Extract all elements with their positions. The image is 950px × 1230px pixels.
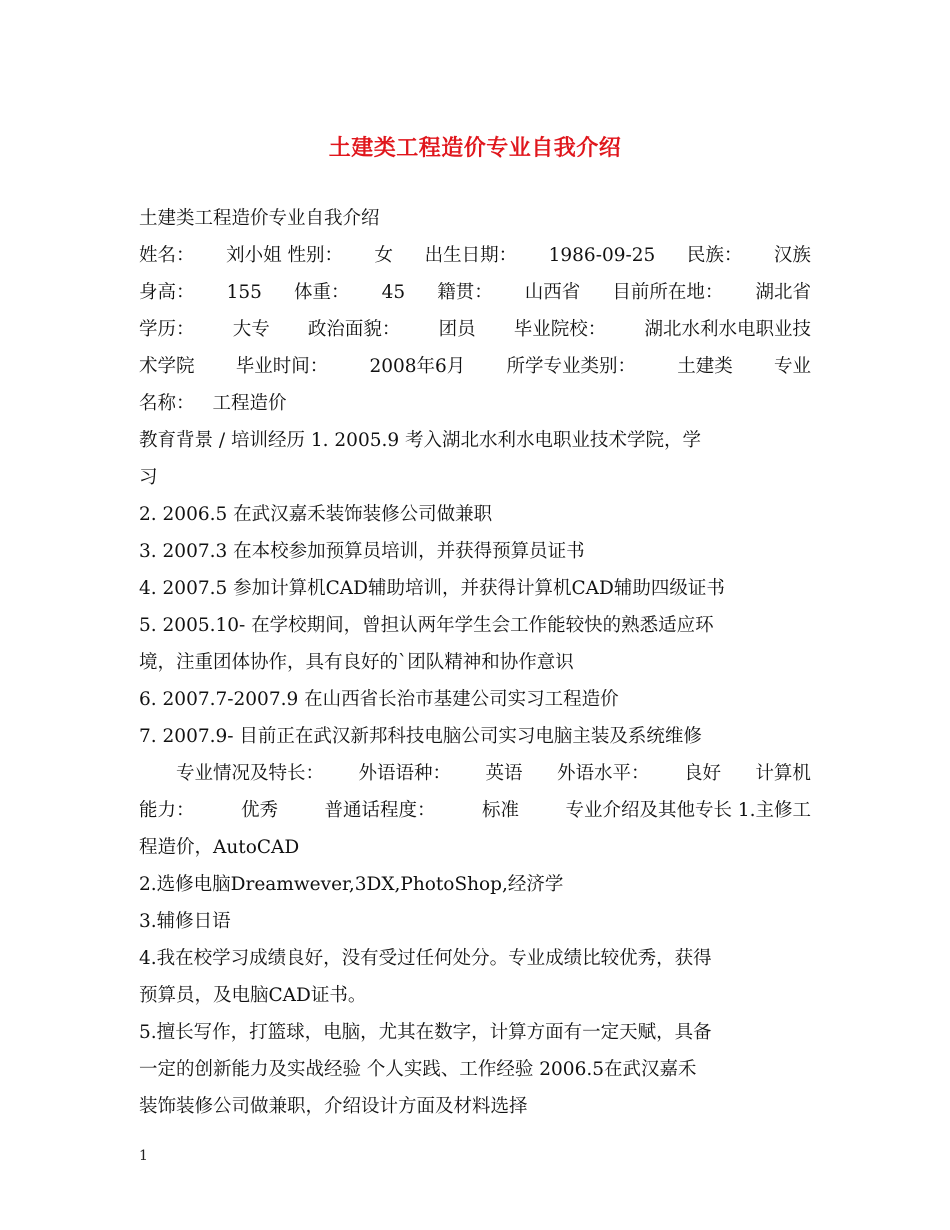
line-text: 4.我在校学习成绩良好，没有受过任何处分。专业成绩比较优秀，获得 bbox=[139, 948, 712, 969]
line-cell: 土建类 bbox=[677, 356, 733, 377]
line-cell: 标准 bbox=[481, 800, 519, 821]
body-line bbox=[139, 422, 811, 459]
body-line bbox=[139, 1088, 811, 1125]
line-cell: 外语水平： bbox=[556, 763, 650, 784]
line-text: 教育背景 / 培训经历 1. 2005.9 考入湖北水利水电职业技术学院，学 bbox=[139, 430, 702, 451]
line-cell: 专业 bbox=[773, 356, 811, 377]
body-line bbox=[139, 977, 811, 1014]
line-cell: 政治面貌： bbox=[307, 319, 401, 340]
line-cell: 山西省 bbox=[524, 282, 581, 303]
personal-info-line bbox=[139, 348, 811, 385]
body-line bbox=[139, 533, 811, 570]
line-cell: 籍贯： bbox=[437, 282, 493, 303]
line-text: 7. 2007.9- 目前正在武汉新邦科技电脑公司实习电脑主装及系统维修 bbox=[139, 726, 702, 747]
line-cell: 所学专业类别： bbox=[506, 356, 637, 377]
body-line bbox=[139, 570, 811, 607]
line-text: 土建类工程造价专业自我介绍 bbox=[139, 208, 380, 229]
line-cell: 民族： bbox=[686, 245, 743, 266]
personal-info-line bbox=[139, 311, 811, 348]
line-cell: 姓名： bbox=[139, 245, 195, 266]
line-cell: 汉族 bbox=[773, 245, 811, 266]
body-line bbox=[139, 681, 811, 718]
line-cell: 计算机 bbox=[755, 763, 811, 784]
line-text: 习 bbox=[139, 467, 158, 488]
line-cell: 45 bbox=[381, 282, 406, 303]
line-cell: 外语语种： bbox=[358, 763, 451, 784]
line-cell: 大专 bbox=[232, 319, 270, 340]
line-cell: 155 bbox=[226, 282, 262, 303]
body-line bbox=[139, 607, 811, 644]
line-cell: 专业介绍及其他专长 1.主修工 bbox=[565, 800, 811, 821]
line-text: 5. 2005.10- 在学校期间，曾担认两年学生会工作能较快的熟悉适应环 bbox=[139, 615, 714, 636]
line-text: 5.擅长写作，打篮球，电脑，尤其在数字，计算方面有一定天赋，具备 bbox=[139, 1022, 712, 1043]
line-cell: 普通话程度： bbox=[324, 800, 436, 821]
line-cell: 体重： bbox=[293, 282, 350, 303]
body-line bbox=[139, 940, 811, 977]
line-cell: 2008年6月 bbox=[369, 356, 466, 377]
line-cell: 毕业院校： bbox=[513, 319, 607, 340]
line-cell: 湖北省 bbox=[755, 282, 811, 303]
personal-info-line bbox=[139, 237, 811, 274]
line-cell: 目前所在地： bbox=[612, 282, 724, 303]
body-line bbox=[139, 866, 811, 903]
body-line bbox=[139, 200, 811, 237]
body-line bbox=[139, 1051, 811, 1088]
line-text: 3.辅修日语 bbox=[139, 911, 231, 932]
body-line bbox=[139, 496, 811, 533]
skills-line bbox=[139, 792, 811, 829]
line-cell: 团员 bbox=[438, 319, 476, 340]
personal-info-line bbox=[139, 385, 811, 422]
body-line bbox=[139, 644, 811, 681]
line-cell: 专业情况及特长： bbox=[176, 763, 325, 784]
line-text: 程造价，AutoCAD bbox=[139, 837, 300, 858]
skills-line bbox=[139, 755, 811, 792]
line-text: 4. 2007.5 参加计算机CAD辅助培训，并获得计算机CAD辅助四级证书 bbox=[139, 578, 725, 599]
line-cell: 术学院 bbox=[139, 356, 195, 377]
document-title: 土建类工程造价专业自我介绍 bbox=[328, 135, 622, 161]
line-text: 2. 2006.5 在武汉嘉禾装饰装修公司做兼职 bbox=[139, 504, 493, 525]
line-cell: 良好 bbox=[683, 763, 721, 784]
line-text: 一定的创新能力及实战经验 个人实践、工作经验 2006.5在武汉嘉禾 bbox=[139, 1059, 697, 1080]
body-line bbox=[139, 1014, 811, 1051]
line-text: 2.选修电脑Dreamwever,3DX,PhotoShop,经济学 bbox=[139, 874, 564, 895]
line-cell: 工程造价 bbox=[212, 393, 287, 414]
body-line bbox=[139, 829, 811, 866]
line-cell: 名称： bbox=[139, 393, 195, 414]
line-text: 预算员，及电脑CAD证书。 bbox=[139, 985, 367, 1006]
body-line bbox=[139, 459, 811, 496]
line-cell: 湖北水利水电职业技 bbox=[644, 319, 811, 340]
line-cell: 优秀 bbox=[240, 800, 278, 821]
line-cell: 女 bbox=[374, 245, 394, 266]
document-body bbox=[139, 200, 811, 1125]
line-cell: 英语 bbox=[485, 763, 523, 784]
line-cell: 学历： bbox=[139, 319, 195, 340]
line-text: 6. 2007.7-2007.9 在山西省长治市基建公司实习工程造价 bbox=[139, 689, 619, 710]
line-cell: 能力： bbox=[139, 800, 195, 821]
line-cell: 刘小姐 性别： bbox=[226, 245, 343, 266]
line-text: 装饰装修公司做兼职，介绍设计方面及材料选择 bbox=[139, 1096, 528, 1117]
line-cell: 1986-09-25 bbox=[548, 245, 656, 266]
line-text: 3. 2007.3 在本校参加预算员培训，并获得预算员证书 bbox=[139, 541, 585, 562]
line-text: 境，注重团体协作，具有良好的`团队精神和协作意识 bbox=[139, 652, 574, 673]
line-cell: 身高： bbox=[139, 282, 195, 303]
page-number: 1 bbox=[139, 1148, 148, 1164]
line-cell: 出生日期： bbox=[424, 245, 518, 266]
line-cell: 毕业时间： bbox=[235, 356, 329, 377]
personal-info-line bbox=[139, 274, 811, 311]
body-line bbox=[139, 903, 811, 940]
body-line bbox=[139, 718, 811, 755]
